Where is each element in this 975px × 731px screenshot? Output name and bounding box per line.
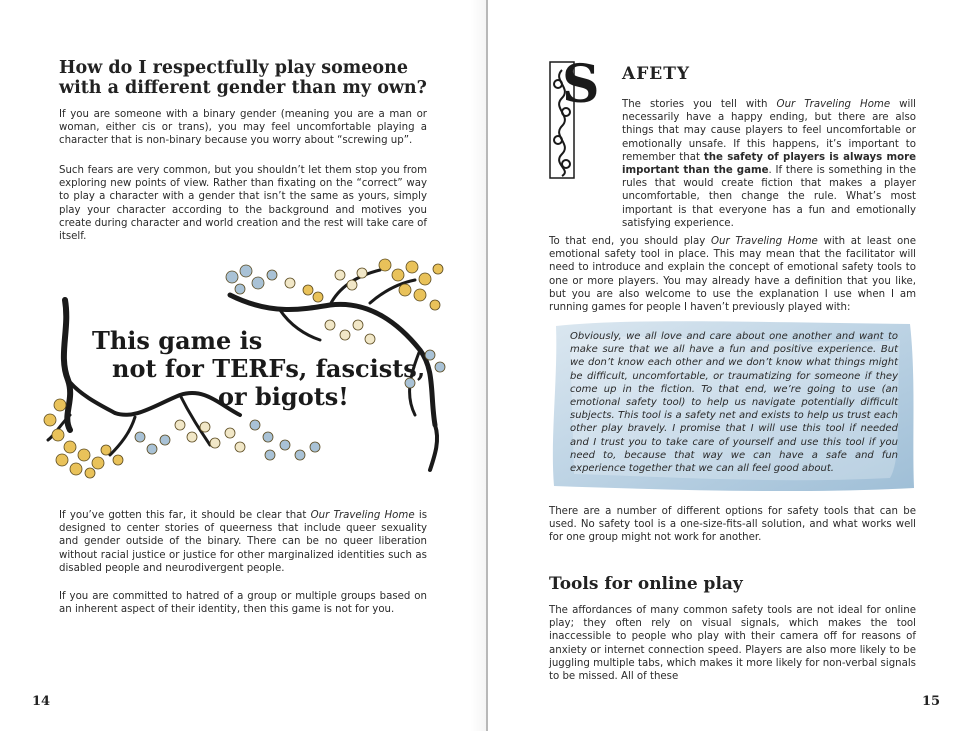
paragraph-safety-tool: To that end, you should play Our Traveling Home with at least one emotional safety tool in place. This may mean that the facilitator will need to introduce and explain the concept of emotional safety tools to one or more players. You may already have a definition that you like, but you are also welcome to use the explanation I use when I am running games for people I haven’t previously played with: bbox=[549, 236, 917, 314]
gutter-shadow bbox=[470, 0, 486, 731]
book-gutter bbox=[486, 0, 488, 731]
banner-line-2: not for TERFs, fascists, bbox=[112, 354, 426, 383]
paragraph-safety-intro: The stories you tell with Our Traveling Home will necessarily have a happy ending, but there are also things that may cause players to feel uncomfortable or emotionally unsafe. If this happens, it’s important to remember that the safety of players is always more important than the game. If there is something in the rules that would create fiction that makes a player uncomfortable, then change the rule. What’s most important is that everyone has a fun and emotionally satisfying experience. bbox=[622, 99, 917, 229]
safety-title: AFETY bbox=[622, 64, 691, 84]
page-number-right: 15 bbox=[922, 694, 941, 709]
paragraph-hatred: If you are committed to hatred of a group or multiple groups based on an inherent aspect of their identity, then this game is not for you. bbox=[59, 591, 427, 616]
paragraph-safety-options: There are a number of different options for safety tools that can be used. No safety tool is a one-size-fits-all solution, and what works well for one group might not work for another. bbox=[549, 506, 916, 544]
paragraph-queer-liberation: If you’ve gotten this far, it should be clear that Our Traveling Home is designed to center stories of queerness that include queer sexuality and gender outside of the binary. There can be no queer liberation without racial justice or justice for other marginalized identities such as disabled people and neurodivergent people. bbox=[59, 510, 428, 574]
paragraph-fears: Such fears are very common, but you shouldn’t let them stop you from exploring new points of view. Rather than fixating on the “correct” way to play a character with a gender that isn’t the same as yours, simply play your character according to the background and motives you create during character and world creation and the rest will take care of itself. bbox=[59, 165, 427, 243]
paragraph-online-play: The affordances of many common safety tools are not ideal for online play; they often rely on visual signals, which makes the tool inaccessible to people who play with their camera off for reasons of anxiety or internet connection speed. Players are also more likely to be juggling multiple tabs, which makes it more likely for non-verbal signals to be missed. All of these bbox=[549, 605, 916, 683]
section-heading-gender: How do I respectfully play someone with a different gender than my own? bbox=[59, 58, 427, 98]
left-page bbox=[0, 0, 487, 731]
section-heading-online-play: Tools for online play bbox=[549, 574, 743, 594]
ornamental-dropcap bbox=[548, 54, 618, 180]
floral-banner bbox=[40, 255, 450, 480]
banner-line-1: This game is bbox=[92, 326, 263, 355]
quote-safety-explanation: Obviously, we all love and care about one another and want to make sure that we all have a fun and positive experience. But we don’t know each other and we don’t know what things might be difficult, uncomfortable, or traumatizing for someone if they come up in the fiction. To that end, we’re going to use (an emotional safety tool) to help us navigate potentially difficult subjects. This tool is a safety net and exists to help us trust each other play bravely. I promise that I will use this tool if needed and I trust you to take care of yourself and use this tool if you need to, because that way we can have a safe and fun experience together that we can all feel good about. bbox=[570, 331, 898, 475]
paragraph-binary-gender: If you are someone with a binary gender (meaning you are a man or woman, either cis or trans), you may feel uncomfortable playing a character that is non-binary because you worry about “screwing up”. bbox=[59, 109, 427, 147]
dropcap-letter: S bbox=[562, 54, 600, 115]
page-number-left: 14 bbox=[32, 694, 51, 709]
banner-line-3: or bigots! bbox=[218, 382, 349, 411]
